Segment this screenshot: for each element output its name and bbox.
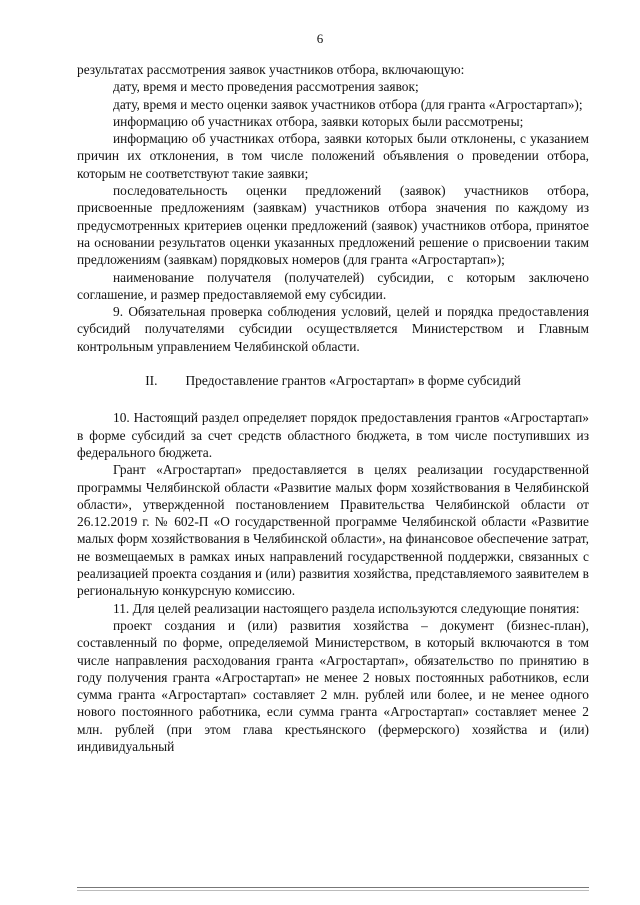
footer-divider: [77, 887, 589, 888]
paragraph-group-bottom: [77, 409, 589, 755]
paragraph: 11. Для целей реализации настоящего раздела используются следующие понятия:: [113, 600, 580, 616]
section-title: Предоставление грантов «Агростартап» в форме субсидий: [185, 373, 521, 389]
paragraph: Грант «Агростартап» предоставляется в целях реализации государственной программы Челябинской области «Развитие малых форм хозяйствования в Челябинской области», утвержденной постановлением Правительства Челябинской области от 26.12.2019 г. № 602-П «О государственной программе Челябинской области «Развитие малых форм хозяйствования в Челябинской области», на финансовое обеспечение затрат, не возмещаемых в рамках иных направлений государственной поддержки, связанных с реализацией проекта создания и (или) развития хозяйства, представляемого заявителем в региональную конкурсную комиссию.: [77, 462, 589, 599]
section-number: II.: [145, 373, 158, 389]
paragraph: проект создания и (или) развития хозяйства – документ (бизнес-план), составленный по форме, определяемой Министерством, в который включаются в том числе направления расходования гранта «Агростартап», обязательство по принятию в году получения гранта «Агростартап» не менее 2 новых постоянных работников, если сумма гранта «Агростартап» составляет 2 млн. рублей или более, и не менее одного нового постоянного работника, если сумма гранта «Агростартап» составляет менее 2 млн. рублей (при этом глава крестьянского (фермерского) хозяйства и (или) индивидуальный: [77, 617, 589, 754]
footer-divider: [77, 890, 589, 891]
page-number: 6: [316, 31, 324, 46]
paragraph: информацию об участниках отбора, заявки которых были отклонены, с указанием причин их отклонения, в том числе положений объявления о проведении отбора, которым не соответствуют такие заявки;: [77, 131, 589, 181]
paragraph: дату, время и место проведения рассмотрения заявок;: [113, 79, 419, 95]
paragraph-group-top: [77, 61, 589, 355]
paragraph: наименование получателя (получателей) субсидии, с которым заключено соглашение, и размер предоставляемой ему субсидии.: [77, 269, 589, 302]
paragraph: 10. Настоящий раздел определяет порядок предоставления грантов «Агростартап» в форме субсидий за счет средств областного бюджета, в том числе поступивших из федерального бюджета.: [77, 410, 589, 460]
paragraph: последовательность оценки предложений (заявок) участников отбора, присвоенные предложениям (заявкам) участников отбора значения по каждому из предусмотренных критериев оценки предложений (заявок) участников отбора, принятое на основании результатов оценки указанных предложений решение о присвоении таким предложениям (заявкам) порядковых номеров (для гранта «Агростартап»);: [77, 183, 589, 268]
paragraph: 9. Обязательная проверка соблюдения условий, целей и порядка предоставления субсидий получателями субсидии осуществляется Министерством и Главным контрольным управлением Челябинской области.: [77, 304, 589, 354]
paragraph: дату, время и место оценки заявок участников отбора (для гранта «Агростартап»);: [113, 96, 583, 112]
section-heading: [77, 372, 589, 389]
paragraph: результатах рассмотрения заявок участников отбора, включающую:: [77, 62, 465, 77]
paragraph: информацию об участниках отбора, заявки которых были рассмотрены;: [113, 113, 524, 129]
document-body: [77, 61, 589, 755]
